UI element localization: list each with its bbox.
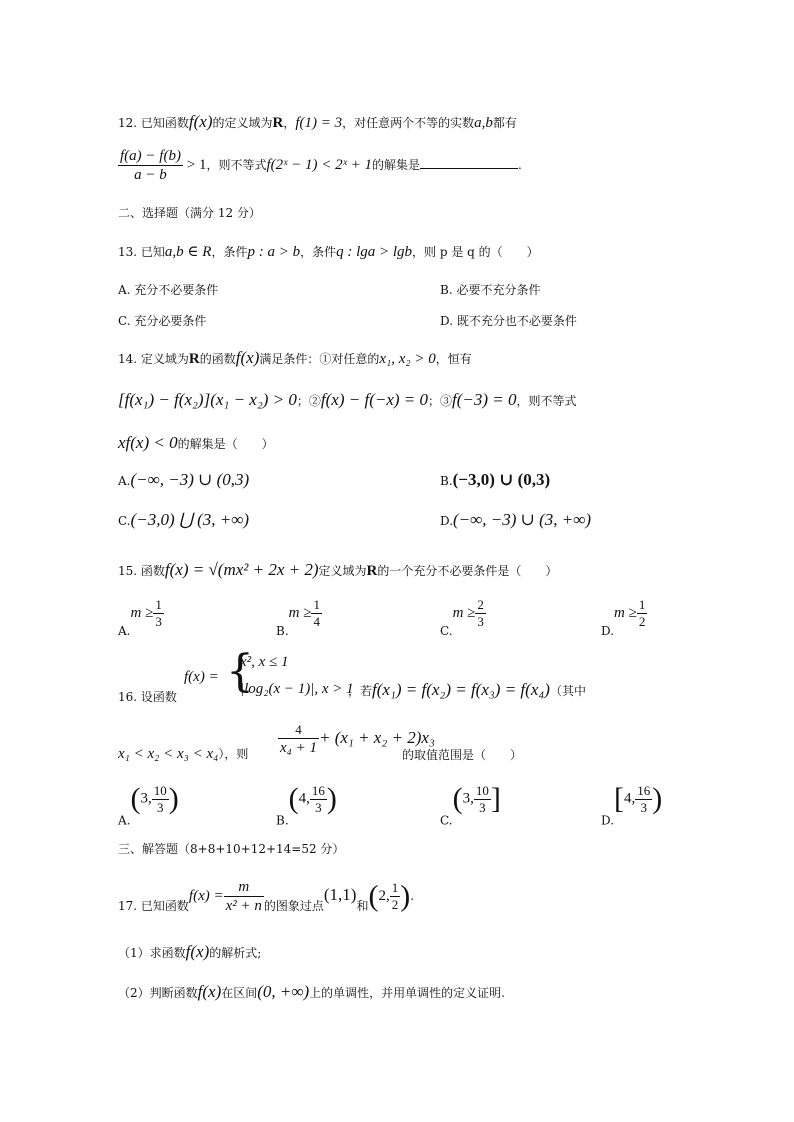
fraction [153,597,164,630]
option-b [276,782,337,828]
math: f(x) = [184,669,219,685]
denominator: 2 [638,614,646,629]
text: 的一个充分不必要条件是（ ） [377,564,558,578]
numerator: 2 [477,597,484,612]
math: x₁, x₂ > 0 [379,351,436,367]
fraction [118,147,183,184]
math: a,b [474,115,493,131]
text: （其中 [549,684,586,698]
math: f(2ˣ − 1) < 2ˣ + 1 [266,157,372,173]
option-letter: B. [440,474,453,488]
denominator: 3 [315,799,322,815]
option-b [440,470,550,490]
q12-line2 [118,147,522,184]
text: ，若 [348,684,373,698]
numerator: 1 [155,597,162,612]
option-letter: D. [601,813,615,828]
math: (−∞, −3) ∪ (0,3) [130,470,250,489]
q17-part1 [118,942,261,962]
denominator: 3 [156,799,164,815]
math: (−∞, −3) ∪ (3, +∞) [453,510,592,529]
text: 17. 已知函数 [118,899,189,913]
section-heading: 三、解答题（8+8+10+12+14=52 分） [118,842,345,856]
text: ，则不等式 [206,158,267,172]
piecewise-case-1: x², x ≤ 1 [240,654,289,670]
math: f(x) = √(mx² + 2x + 2) [164,560,319,579]
denominator: x² + n [225,898,262,914]
q17-stem [118,878,414,915]
q14-line3 [118,433,274,453]
denominator: a − b [134,167,167,183]
text: 的取值范围是（ ） [402,748,523,762]
text: 在区间 [221,986,258,1000]
fraction [224,878,264,915]
numerator: f(a) − f(b) [120,148,181,164]
text: ，对任意两个不等的实数 [342,116,475,130]
option-d [601,597,647,638]
paren: ) [652,782,663,815]
math: m ≥ [288,605,312,621]
option-b [276,597,322,638]
numerator: 1 [313,597,320,612]
text: 都有 [492,116,517,130]
fraction [310,783,327,816]
brace: { [226,646,254,697]
bracket: ] [490,782,501,815]
denominator: x₄ + 1 [280,739,317,756]
q16-number: 16. 设函数 [118,690,177,704]
option-a [118,782,179,828]
fraction [475,597,486,630]
q12-line1 [118,112,517,132]
math: + (x₁ + x₂ + 2)x₃ [319,727,435,747]
math: m ≥ [452,605,476,621]
math: 2, [378,888,390,904]
numerator: 10 [153,782,167,798]
option-b: B. 必要不充分条件 [440,283,541,297]
option-letter: C. [118,514,131,528]
text: 的图象过点 [263,899,324,913]
text: 的定义域为 [212,116,273,130]
numerator: 16 [637,782,651,798]
text: ；② [296,394,321,408]
fraction [152,783,169,816]
option-a [118,470,249,490]
math: x₁ < x₂ < x₃ < x₄ [118,746,219,762]
text: 14. 定义域为 [118,352,189,366]
denominator: 3 [640,799,648,815]
q16-line1-rest [348,680,586,700]
fraction [637,597,648,630]
option-letter: A. [118,813,131,828]
text: 15. 函数 [118,564,165,578]
text: . [518,158,522,172]
option-letter: B. [276,813,289,828]
math: R [188,351,200,367]
math: f(x) − f(−x) = 0 [320,390,429,409]
option-c: C. 充分必要条件 [118,314,207,328]
text: 的函数 [199,352,236,366]
numerator: 16 [311,782,325,798]
denominator: 4 [313,614,320,629]
math: f(x) = [188,888,224,904]
paren: ) [400,879,411,913]
text: 和 [356,899,369,913]
math: f(x) [197,982,222,1001]
option-letter: D. [601,624,615,638]
piecewise-case-2: |log₂(x − 1)|, x > 1 [240,681,354,697]
math: m ≥ [130,605,154,621]
paren: ( [368,879,379,913]
text: 定义域为 [318,564,367,578]
option-d [440,510,591,530]
fraction [278,722,319,757]
math: p : a > b [247,244,301,260]
math: R [366,563,378,579]
text: 13. 已知 [118,245,165,259]
text: 上的单调性，并用单调性的定义证明. [309,986,505,1000]
fraction [635,783,652,816]
paren: ( [130,782,141,815]
text: 满足条件：①对任意的 [259,352,380,366]
math: (−3,0) ∪ (0,3) [452,470,551,489]
option-c [440,597,486,638]
paren: ) [168,782,179,815]
q14-line1 [118,348,472,368]
option-a [118,597,164,638]
text: （1）求函数 [118,946,186,960]
math: f(x) [235,348,260,367]
math: (1,1) [323,885,357,904]
option-d [601,782,662,828]
math: 3, [140,790,152,807]
math: (0, +∞) [257,982,310,1001]
text: ，恒有 [435,352,472,366]
text: 的解析式; [209,946,262,960]
option-letter: A. [118,474,131,488]
text: ， [283,116,296,130]
text: ，条件 [211,245,248,259]
math: [f(x₁) − f(x₂)](x₁ − x₂) > 0 [118,390,297,409]
paren: ( [288,782,299,815]
text: . [410,889,415,903]
text: ；③ [428,394,453,408]
math: f(x₁) = f(x₂) = f(x₃) = f(x₄) [372,680,550,699]
math: f(1) = 3 [295,115,343,131]
math: xf(x) < 0 [118,433,178,452]
option-letter: C. [440,624,453,638]
q17-part2 [118,982,505,1002]
math: m ≥ [614,605,637,621]
fraction [311,597,322,630]
text: ，条件 [300,245,337,259]
text: ），则 [218,747,249,761]
option-a: A. 充分不必要条件 [118,283,219,297]
math: 4, [624,790,636,807]
q13-stem [118,243,539,261]
option-c [440,782,501,828]
section-heading: 二、选择题（满分 12 分） [118,206,261,220]
fraction [390,880,401,912]
denominator: 3 [479,799,486,815]
q12-number: 12. 已知函数 [118,116,189,130]
paren: ) [326,782,337,815]
paren: ( [452,782,463,815]
math: f(x) [185,942,210,961]
q16-line2 [118,745,248,763]
math: R [272,115,284,131]
math: (−3,0) ⋃ (3, +∞) [130,510,249,529]
option-d: D. 既不充分也不必要条件 [440,314,577,328]
answer-blank [420,156,518,169]
math: 3, [462,790,474,807]
bracket: [ [614,782,625,815]
text: ，则不等式 [516,394,577,408]
denominator: 3 [477,614,484,629]
math: > 1 [186,157,207,173]
option-letter: C. [440,813,453,828]
math: f(x) [188,112,213,131]
math: f(−3) = 0 [452,390,517,409]
text: ，则 p 是 q 的（ ） [412,245,539,259]
math: 4, [298,790,310,807]
text: （2）判断函数 [118,986,198,1000]
math: a,b ∈ R [164,244,212,260]
text: 的解集是（ ） [177,437,274,451]
text: 的解集是 [372,158,421,172]
numerator: 1 [638,597,646,612]
numerator: 4 [278,722,319,739]
q15-stem [118,560,557,580]
q14-line2 [118,390,577,410]
numerator: 10 [475,782,489,798]
option-letter: A. [118,624,131,638]
option-c [118,510,249,530]
math: q : lga > lgb [336,244,413,260]
numerator: m [224,878,264,897]
option-letter: B. [276,624,289,638]
fraction [474,783,491,816]
denominator: 3 [155,614,162,629]
option-letter: D. [440,514,454,528]
numerator: 1 [391,880,399,896]
denominator: 2 [391,897,399,912]
